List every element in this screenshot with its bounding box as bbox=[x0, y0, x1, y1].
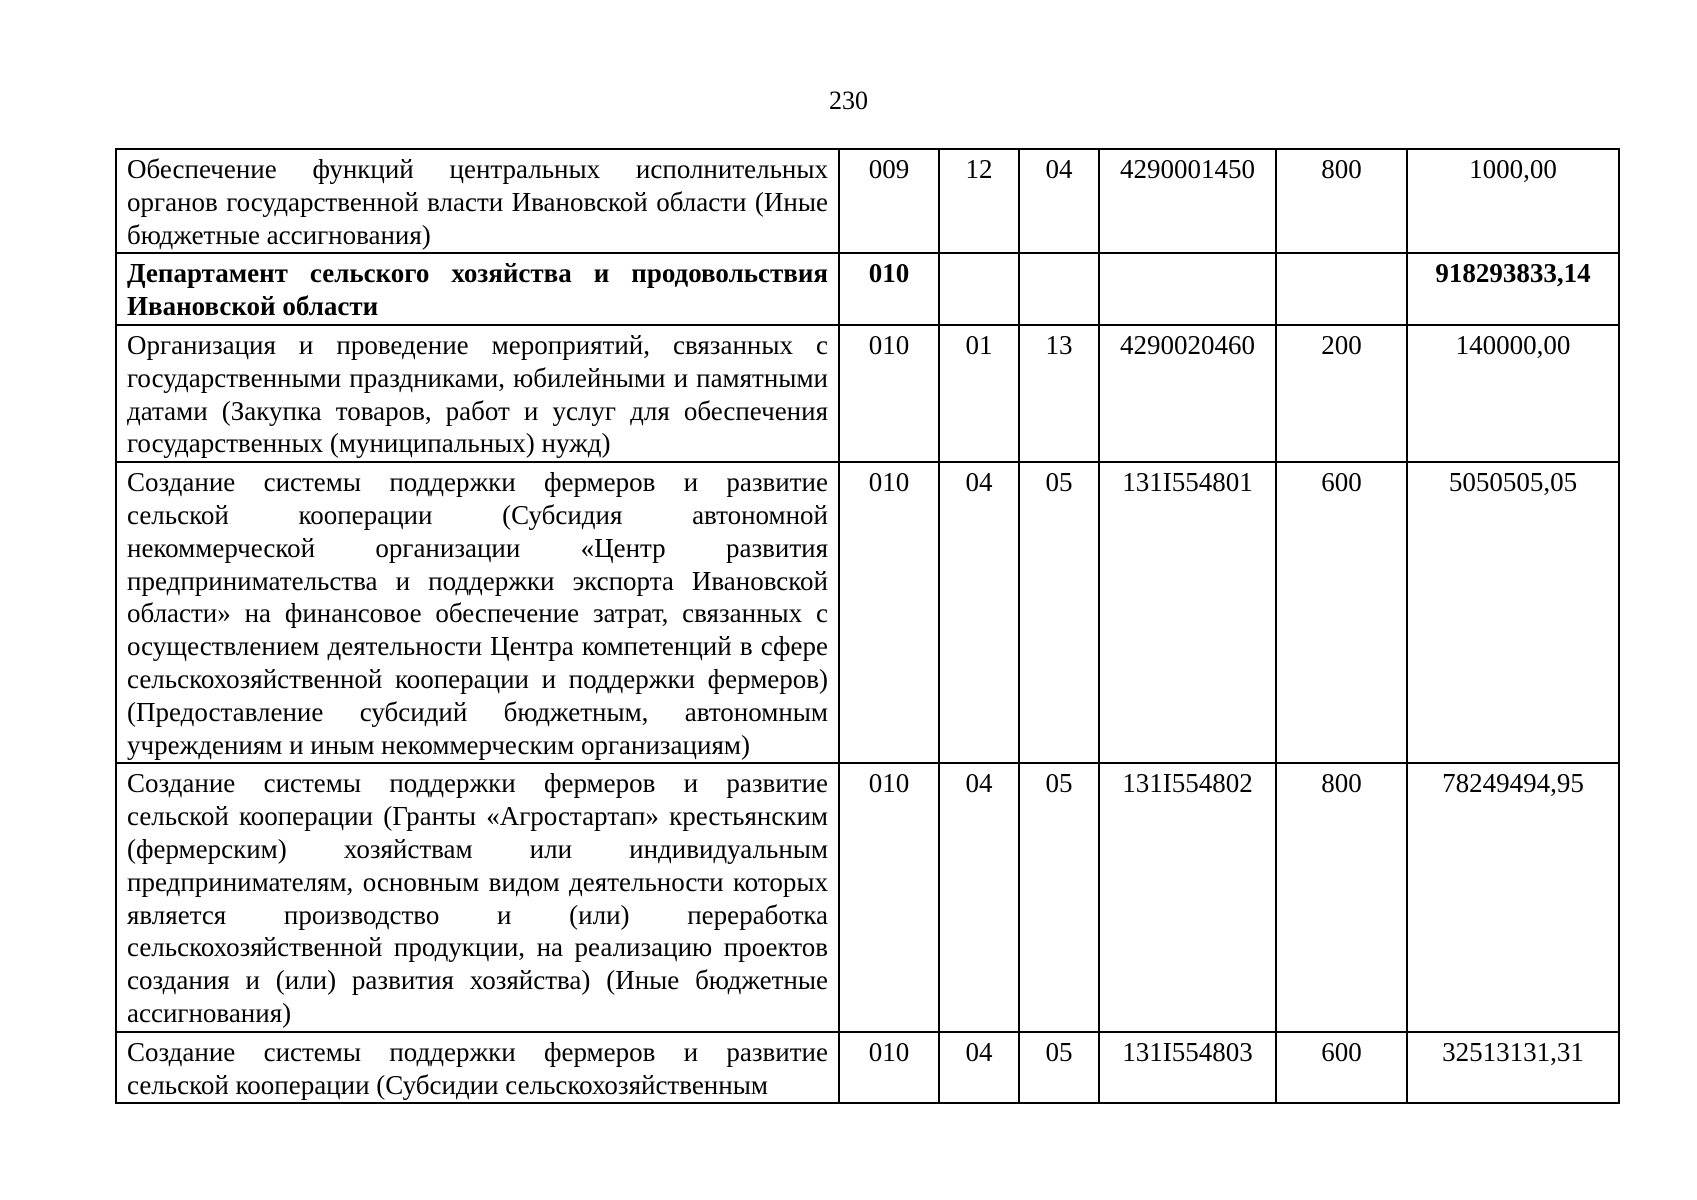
target-article-code: 4290001450 bbox=[1099, 149, 1276, 253]
row-description: Департамент сельского хозяйства и продовольствия Ивановской области bbox=[116, 253, 839, 325]
budget-table bbox=[115, 148, 1620, 1104]
expense-type-code: 600 bbox=[1276, 462, 1407, 763]
subsection-code: 05 bbox=[1019, 462, 1099, 763]
section-code: 04 bbox=[939, 1032, 1019, 1104]
amount: 1000,00 bbox=[1407, 149, 1619, 253]
table-row bbox=[116, 462, 1619, 763]
section-code: 04 bbox=[939, 462, 1019, 763]
expense-type-code: 200 bbox=[1276, 325, 1407, 462]
page-number: 230 bbox=[829, 86, 868, 115]
section-code: 01 bbox=[939, 325, 1019, 462]
ministry-code: 010 bbox=[839, 462, 939, 763]
table-row bbox=[116, 253, 1619, 325]
table-row bbox=[116, 325, 1619, 462]
row-description: Обеспечение функций центральных исполнительных органов государственной власти Ивановской области (Иные бюджетные ассигнования) bbox=[116, 149, 839, 253]
amount: 918293833,14 bbox=[1407, 253, 1619, 325]
row-description: Создание системы поддержки фермеров и развитие сельской кооперации (Гранты «Агростартап» крестьянским (фермерским) хозяйствам или индивидуальным предпринимателям, основным видом деятельности которых является производство и (или) переработка сельскохозяйственной продукции, на реализацию проектов создания и (или) развития хозяйства) (Иные бюджетные ассигнования) bbox=[116, 763, 839, 1031]
subsection-code: 05 bbox=[1019, 1032, 1099, 1104]
row-description: Организация и проведение мероприятий, связанных с государственными праздниками, юбилейными и памятными датами (Закупка товаров, работ и услуг для обеспечения государственных (муниципальных) нужд) bbox=[116, 325, 839, 462]
amount: 140000,00 bbox=[1407, 325, 1619, 462]
expense-type-code bbox=[1276, 253, 1407, 325]
row-description: Создание системы поддержки фермеров и развитие сельской кооперации (Субсидии сельскохозяйственным bbox=[116, 1032, 839, 1104]
row-description: Создание системы поддержки фермеров и развитие сельской кооперации (Субсидия автономной некоммерческой организации «Центр развития предпринимательства и поддержки экспорта Ивановской области» на финансовое обеспечение затрат, связанных с осуществлением деятельности Центра компетенций в сфере сельскохозяйственной кооперации и поддержки фермеров) (Предоставление субсидий бюджетным, автономным учреждениям и иным некоммерческим организациям) bbox=[116, 462, 839, 763]
ministry-code: 010 bbox=[839, 325, 939, 462]
target-article-code: 131I554801 bbox=[1099, 462, 1276, 763]
amount: 5050505,05 bbox=[1407, 462, 1619, 763]
ministry-code: 010 bbox=[839, 1032, 939, 1104]
amount: 78249494,95 bbox=[1407, 763, 1619, 1031]
expense-type-code: 800 bbox=[1276, 149, 1407, 253]
target-article-code: 4290020460 bbox=[1099, 325, 1276, 462]
expense-type-code: 800 bbox=[1276, 763, 1407, 1031]
subsection-code: 13 bbox=[1019, 325, 1099, 462]
table-row bbox=[116, 1032, 1619, 1104]
target-article-code: 131I554803 bbox=[1099, 1032, 1276, 1104]
ministry-code: 009 bbox=[839, 149, 939, 253]
target-article-code bbox=[1099, 253, 1276, 325]
table-row bbox=[116, 149, 1619, 253]
ministry-code: 010 bbox=[839, 253, 939, 325]
section-code: 04 bbox=[939, 763, 1019, 1031]
subsection-code: 05 bbox=[1019, 763, 1099, 1031]
section-code bbox=[939, 253, 1019, 325]
ministry-code: 010 bbox=[839, 763, 939, 1031]
table-row bbox=[116, 763, 1619, 1031]
expense-type-code: 600 bbox=[1276, 1032, 1407, 1104]
target-article-code: 131I554802 bbox=[1099, 763, 1276, 1031]
section-code: 12 bbox=[939, 149, 1019, 253]
subsection-code bbox=[1019, 253, 1099, 325]
amount: 32513131,31 bbox=[1407, 1032, 1619, 1104]
subsection-code: 04 bbox=[1019, 149, 1099, 253]
